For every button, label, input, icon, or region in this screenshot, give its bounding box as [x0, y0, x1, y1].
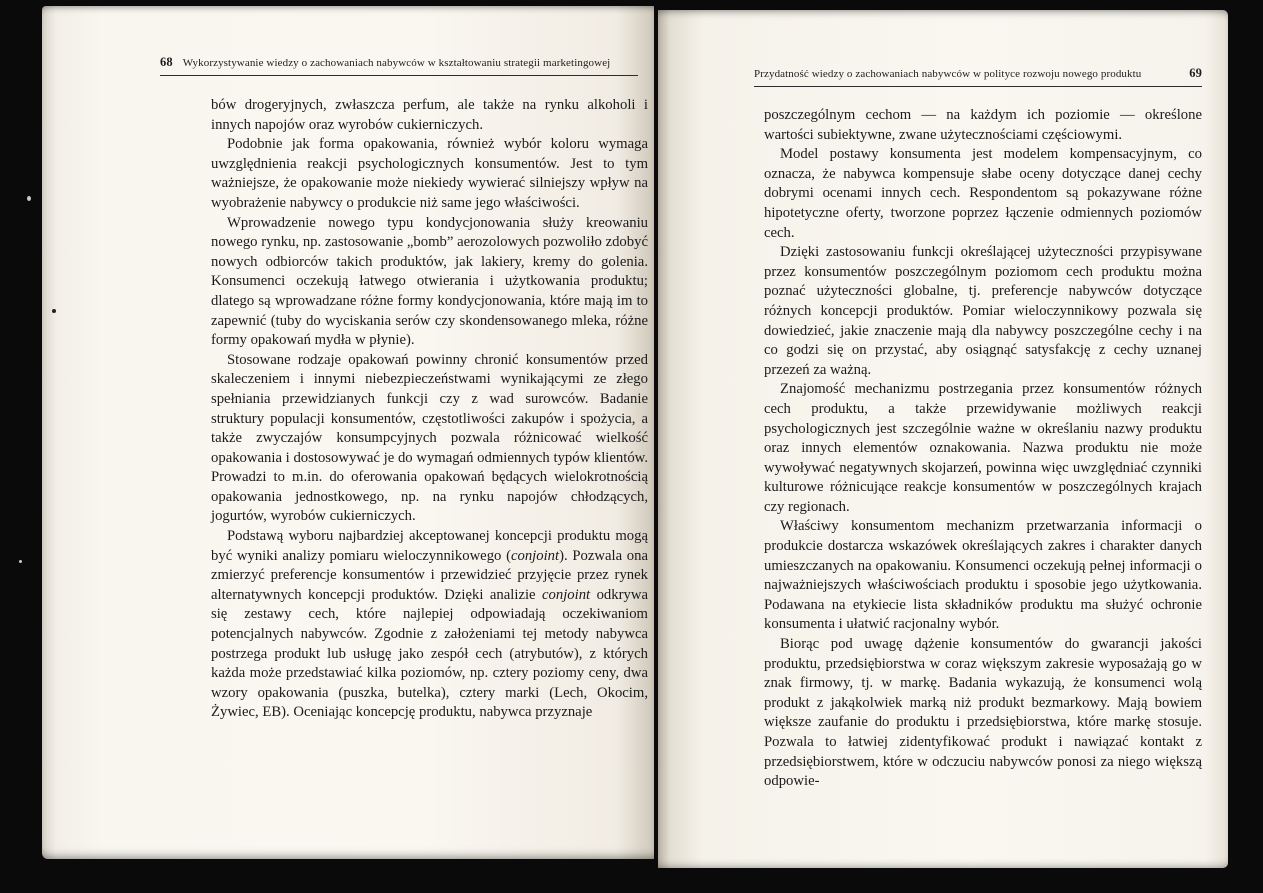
paragraph: poszczególnym cechom — na każdym ich poziomie — określone wartości subiektywne, zwane użytecznościami częściowymi. — [764, 107, 1202, 143]
paragraph: Podstawą wyboru najbardziej akceptowanej koncepcji produktu mogą być wyniki analizy pomiaru wieloczynnikowego (conjoint). Pozwala ona zmierzyć preferencje konsumentów i przewidzieć przyjęcie przez rynek alternatywnych koncepcji produktów. Dzięki analizie conjoint odkrywa się zestawy cech, które najlepiej odpowiadają oczekiwaniom potencjalnych nabywców. Zgodnie z założeniami tej metody nabywca postrzega produkt lub usługę jako zespół cech (atrybutów), z których każda może przedstawiać kilka poziomów, np. cztery poziomy ceny, dwa wzory opakowania (puszka, butelka), cztery marki (Lech, Okocim, Żywiec, EB). Oceniając koncepcję produktu, nabywca przyznaje — [211, 528, 649, 721]
paragraph: Znajomość mechanizmu postrzegania przez konsumentów różnych cech produktu, a także przewidywanie możliwych reakcji psychologicznych jest szczególnie ważne w określaniu nazwy produktu oraz innych elementów oznakowania. Nazwa produktu nie może wywoływać negatywnych skojarzeń, powinna więc uwzględniać czynniki kulturowe różnicujące reakcje konsumentów w poszczególnych krajach czy regionach. — [764, 381, 1202, 515]
left-running-head-text: Wykorzystywanie wiedzy o zachowaniach nabywców w kształtowaniu strategii marketingowej — [182, 57, 611, 69]
dust-speck — [52, 309, 56, 313]
right-page-body — [764, 106, 1202, 792]
paragraph: Wprowadzenie nowego typu kondycjonowania służy kreowaniu nowego rynku, np. zastosowanie „bomb” aerozolowych pozwoliło zdobyć nowych odbiorców takich produktów, jak lakiery, kremy do golenia. Konsumenci oczekują łatwego otwierania i użytkowania produktu; dlatego są wprowadzane różne formy kondycjonowania, które mają im to zapewnić (tuby do wyciskania serów czy skondensowanego mleka, różne formy opakowań mydła w płynie). — [211, 214, 648, 349]
paragraph: Biorąc pod uwagę dążenie konsumentów do gwarancji jakości produktu, przedsiębiorstwa w coraz większym zakresie wyposażają go w znak firmowy, tj. w markę. Badania wykazują, że konsumenci wolą produkt z jakąkolwiek marką niż produkt bezmarkowy. Mają bowiem większe zaufanie do produktu i przedsiębiorstwa, które markę stosuje. Pozwala to łatwiej zidentyfikować produkt i nawiązać kontakt z przedsiębiorstwem, które w odczuciu nabywców ponosi za niego większą odpowie- — [764, 636, 1202, 790]
left-page-body — [211, 96, 648, 723]
dust-speck — [19, 560, 22, 563]
left-page-number: 68 — [160, 55, 173, 69]
paragraph: Podobnie jak forma opakowania, również wybór koloru wymaga uwzględnienia reakcji psychologicznych konsumentów. Jest to tym ważniejsze, że opakowanie może niekiedy wywierać silniejszy wpływ na wyobrażenie nabywcy o produkcie niż same jego właściwości. — [211, 136, 648, 211]
right-running-head — [754, 66, 1202, 87]
paragraph: Dzięki zastosowaniu funkcji określającej użyteczności przypisywane przez konsumentów poszczególnym poziomom cech produktu można poznać użyteczności globalne, tj. preferencje nabywców dotyczące różnych koncepcji produktów. Pomiar wieloczynnikowy pozwala się dowiedzieć, jakie znaczenie mają dla nabywcy poszczególne cechy i na co godzi się on przystać, aby osiągnąć satysfakcję z cechy uznanej przezeń za ważną. — [764, 244, 1202, 378]
dust-speck — [27, 196, 31, 201]
paragraph: Stosowane rodzaje opakowań powinny chronić konsumentów przed skaleczeniem i innymi niebezpieczeństwami wynikającymi ze złego spełniania przewidzianych funkcji czy z wad surowców. Badanie struktury populacji konsumentów, częstotliwości zakupów i spożycia, a także zwyczajów konsumpcyjnych pozwala różnicować wielkość opakowania i dostosowywać je do wymagań odmiennych typów klientów. Prowadzi to m.in. do oferowania opakowań będących wielokrotnością opakowania jednostkowego, np. na rynku napojów chłodzących, jogurtów, wyrobów cukierniczych. — [211, 351, 648, 525]
right-page-number: 69 — [1189, 66, 1202, 80]
left-page — [42, 6, 654, 859]
paragraph: Właściwy konsumentom mechanizm przetwarzania informacji o produkcie dostarcza wskazówek określających zakres i charakter danych umieszczanych na opakowaniu. Konsumenci oczekują pełnej informacji o najważniejszych właściwościach produktu i sposobie jego użytkowania. Podawana na etykiecie lista składników produktu ma służyć ochronie konsumenta i ułatwić racjonalny wybór. — [764, 518, 1202, 633]
paragraph: bów drogeryjnych, zwłaszcza perfum, ale także na rynku alkoholi i innych napojów oraz wyrobów cukierniczych. — [211, 97, 648, 133]
right-running-head-text: Przydatność wiedzy o zachowaniach nabywców w polityce rozwoju nowego produktu — [754, 68, 1142, 80]
right-page — [658, 10, 1228, 868]
paragraph: Model postawy konsumenta jest modelem kompensacyjnym, co oznacza, że nabywca kompensuje słabe oceny dotyczące danej cechy dobrymi ocenami innych cech. Respondentom są pokazywane różne hipotetyczne oferty, tworzone poprzez łączenie odmiennych poziomów cech. — [764, 146, 1202, 241]
left-running-head — [160, 55, 638, 76]
